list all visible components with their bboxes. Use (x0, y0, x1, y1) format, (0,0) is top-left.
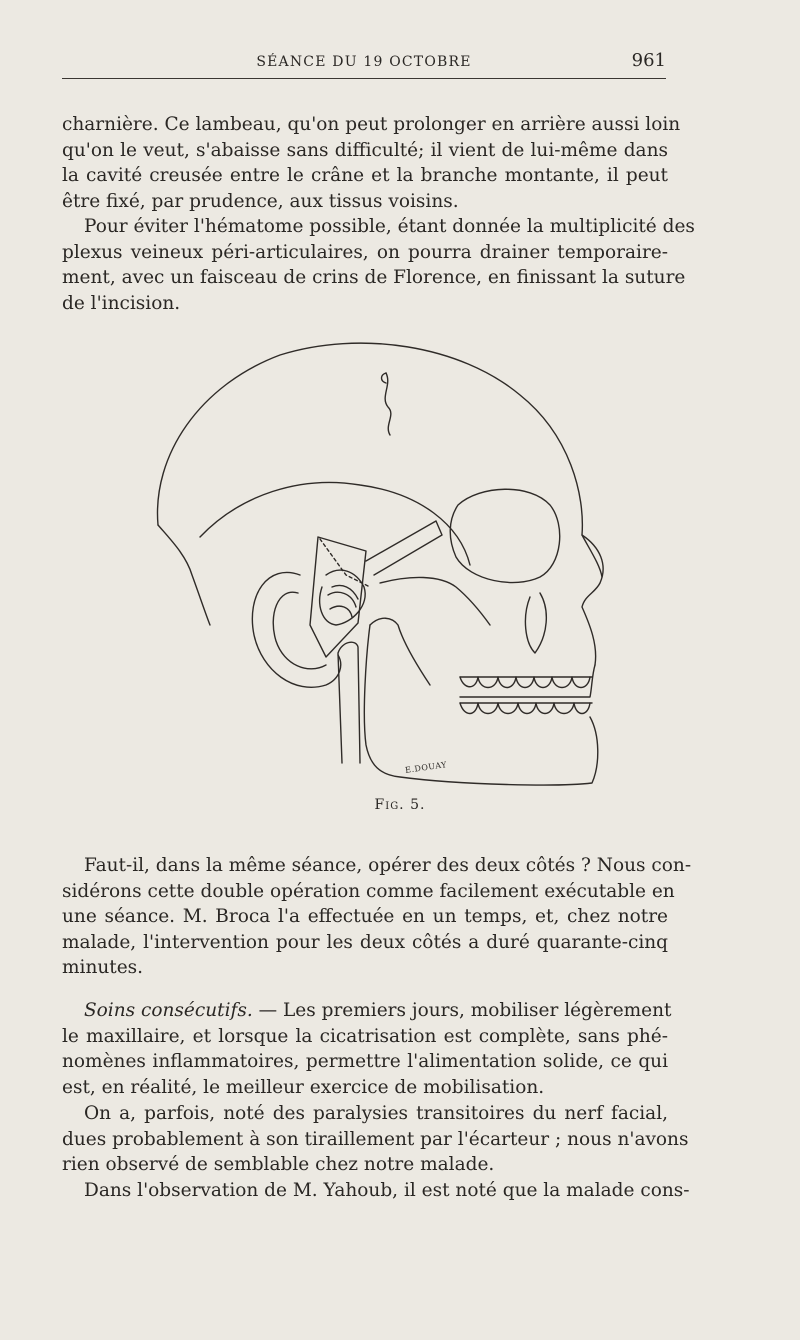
text-line (62, 998, 672, 1024)
text-line: ment, avec un faisceau de crins de Florence, en finissant la suture (62, 267, 686, 289)
page-number: 961 (631, 50, 666, 71)
text-line: sidérons cette double opération comme facilement exécutable en (62, 880, 675, 902)
text-line: une séance. M. Broca l'a effectuée en un temps, et, chez notre (62, 906, 668, 928)
paragraph-4 (62, 998, 672, 1100)
text-line: minutes. (62, 957, 144, 979)
text-line: On a, parfois, noté des paralysies transitoires du nerf facial, (84, 1103, 668, 1124)
paragraph-1 (62, 112, 681, 214)
text-line: le maxillaire, et lorsque la cicatrisation est complète, sans phé- (62, 1025, 668, 1047)
engraver-signature: E.DOUAY (404, 760, 448, 775)
paragraph-3 (62, 853, 692, 981)
text-line: est, en réalité, le meilleur exercice de mobilisation. (62, 1076, 545, 1098)
text-line: Dans l'observation de M. Yahoub, il est noté que la malade cons- (84, 1180, 690, 1201)
paragraph-5 (62, 1101, 689, 1178)
figure-caption: Fig. 5. (374, 797, 426, 813)
paragraph-6 (62, 1178, 690, 1204)
text-line: malade, l'intervention pour les deux côtés a duré quarante-cinq (62, 931, 668, 953)
section-lead-italic: Soins consécutifs. (84, 1000, 253, 1021)
text-line: qu'on le veut, s'abaisse sans difficulté; il vient de lui-même dans (62, 139, 668, 161)
running-header (62, 48, 666, 79)
section-lead-rest: — Les premiers jours, mobiliser légèrement (252, 1000, 672, 1021)
text-line: être fixé, par prudence, aux tissus voisins. (62, 190, 459, 212)
text-line: nomènes inflammatoires, permettre l'alimentation solide, ce qui (62, 1051, 668, 1073)
text-line: Faut-il, dans la même séance, opérer des deux côtés ? Nous con- (84, 855, 692, 876)
text-line: Pour éviter l'hématome possible, étant donnée la multiplicité des (84, 216, 695, 237)
running-title: SÉANCE DU 19 OCTOBRE (256, 54, 472, 70)
text-line: de l'incision. (62, 292, 181, 314)
text-line: dues probablement à son tiraillement par l'écarteur ; nous n'avons (62, 1128, 689, 1150)
paragraph-2 (62, 214, 695, 316)
text-line: rien observé de semblable chez notre malade. (62, 1154, 495, 1176)
text-line: plexus veineux péri-articulaires, on pourra drainer temporaire- (62, 241, 668, 263)
skull-illustration (130, 325, 610, 795)
text-line: la cavité creusée entre le crâne et la branche montante, il peut (62, 165, 668, 187)
text-line: charnière. Ce lambeau, qu'on peut prolonger en arrière aussi loin (62, 114, 681, 135)
